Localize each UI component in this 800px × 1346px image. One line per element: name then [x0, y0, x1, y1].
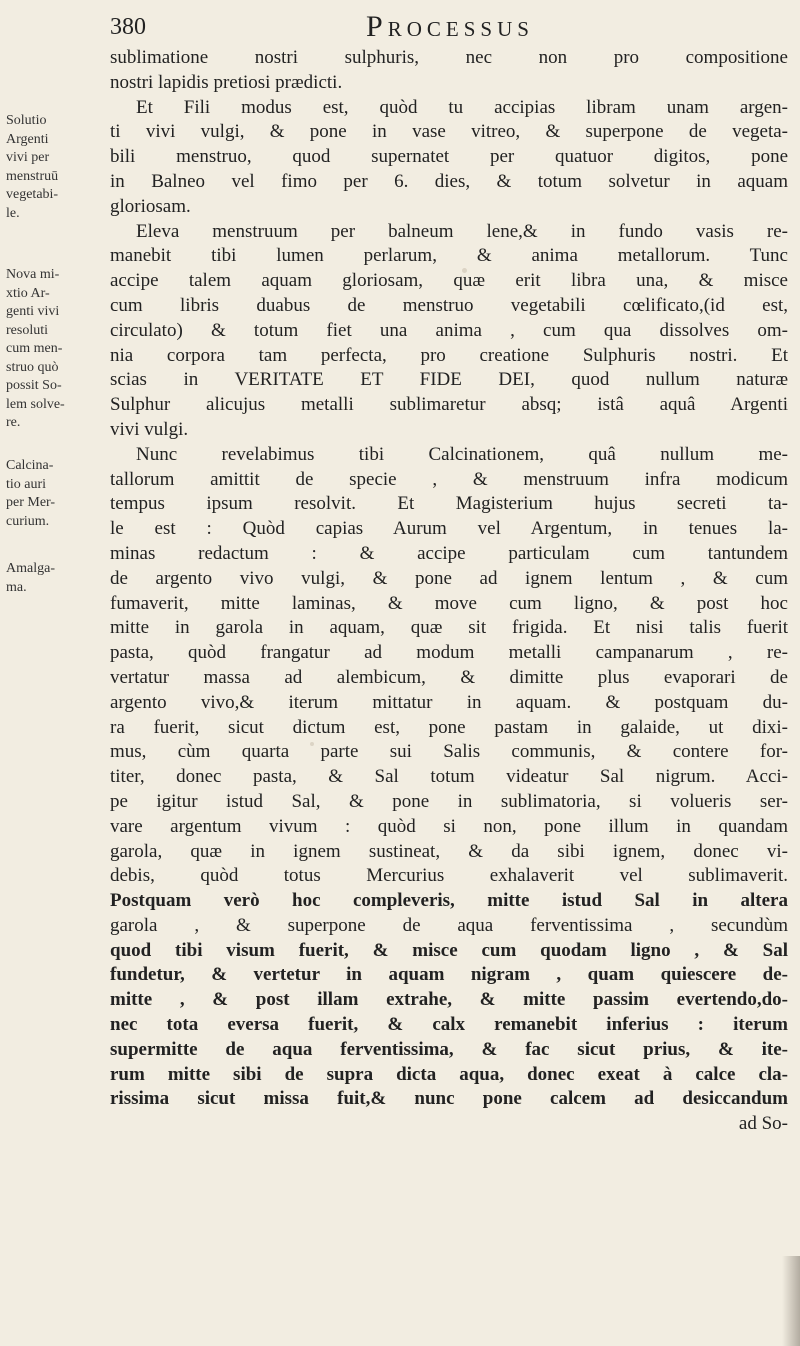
text-line: titer, donec pasta, & Sal totum videatur Sal nigrum. Acci- [110, 766, 788, 788]
running-head: Processus [366, 10, 534, 43]
text-line: gloriosam. [110, 195, 191, 217]
text-line: mitte , & post illam extrahe, & mitte passim evertendo,do- [110, 989, 788, 1011]
text-line: rissima sicut missa fuit,& nunc pone calcem ad desiccandum [110, 1088, 788, 1110]
text-line: quod tibi visum fuerit, & misce cum quodam ligno , & Sal [110, 939, 788, 961]
text-line: circulato) & totum fiet una anima , cum qua dissolves om- [110, 319, 788, 341]
catchword: ad So- [738, 1113, 788, 1135]
text-line: vertatur massa ad alembicum, & dimitte plus evaporari de [110, 666, 788, 688]
margin-note-line: vegetabi- [6, 187, 59, 202]
margin-note-nova-mixtio [6, 266, 110, 433]
margin-note-line: struo quò [6, 359, 59, 375]
text-line: garola , & superpone de aqua ferventissima , secundùm [110, 914, 788, 936]
text-line: cum libris duabus de menstruo vegetabili cœlificato,(id est, [110, 294, 788, 316]
margin-note-line: tio auri [6, 476, 47, 492]
text-line: sublimatione nostri sulphuris, nec non pro compositione [110, 47, 788, 68]
text-line: argento vivo,& iterum mittatur in aquam. & postquam du- [110, 691, 788, 713]
paper-spot [462, 268, 467, 273]
text-line: manebit tibi lumen perlarum, & anima metallorum. Tunc [110, 245, 788, 267]
text-line: debis, quòd totus Mercurius exhalaverit vel sublimaverit. [110, 865, 788, 887]
margin-note-line: Solutio [6, 113, 47, 128]
margin-note-line: vivi per [6, 150, 50, 165]
text-line: Postquam verò hoc compleveris, mitte istud Sal in altera [110, 890, 788, 912]
margin-note-solutio [6, 112, 110, 223]
text-line: Nunc revelabimus tibi Calcinationem, quâ nullum me- [136, 443, 788, 465]
text-line: nostri lapidis pretiosi prædicti. [110, 71, 343, 93]
text-line: mus, cùm quarta parte sui Salis communis, & contere for- [110, 741, 788, 763]
text-line: accipe talem aquam gloriosam, quæ erit libra una, & misce [110, 270, 788, 292]
page-edge-shadow [782, 1256, 800, 1346]
text-line: Sulphur alicujus metalli sublimaretur absq; istâ aquâ Argenti [110, 394, 788, 416]
text-line: Et Fili modus est, quòd tu accipias libram unam argen- [136, 96, 788, 118]
body-text [110, 46, 788, 1137]
text-line: pe igitur istud Sal, & pone in sublimatoria, si volueris ser- [110, 790, 788, 812]
text-line: vare argentum vivum : quòd si non, pone illum in quandam [110, 815, 788, 837]
text-line: in Balneo vel fimo per 6. dies, & totum solvetur in aquam [110, 170, 788, 192]
margin-note-line: ma. [6, 579, 27, 595]
page-number: 380 [110, 14, 146, 40]
margin-note-calcinatio [6, 457, 110, 531]
text-line: fundetur, & vertetur in aquam nigram , quam quiescere de- [110, 964, 788, 986]
text-line: garola, quæ in ignem sustineat, & da sibi ignem, donec vi- [110, 840, 788, 862]
text-line: ti vivi vulgi, & pone in vase vitreo, & superpone de vegeta- [110, 121, 788, 143]
text-line: tempus ipsum resolvit. Et Magisterium hujus secreti ta- [110, 493, 788, 515]
text-line: supermitte de aqua ferventissima, & fac sicut prius, & ite- [110, 1038, 788, 1060]
margin-note-line: lem solve- [6, 396, 65, 412]
margin-note-line: menstruū [6, 168, 59, 184]
text-line: scias in VERITATE ET FIDE DEI, quod nullum naturæ [110, 369, 788, 391]
margin-note-line: curium. [6, 513, 50, 529]
text-line: vivi vulgi. [110, 418, 189, 440]
margin-note-line: per Mer- [6, 495, 56, 510]
margin-note-line: Amalga- [6, 561, 55, 576]
text-line: fumaverit, mitte laminas, & move cum ligno, & post hoc [110, 592, 788, 614]
margin-note-line: re. [6, 415, 21, 430]
margin-note-line: resoluti [6, 322, 48, 338]
margin-note-amalgama [6, 560, 110, 597]
text-line: de argento vivo vulgi, & pone ad ignem lentum , & cum [110, 567, 788, 589]
margin-note-line: Argenti [6, 131, 49, 147]
text-line: bili menstruo, quod supernatet per quatuor digitos, pone [110, 146, 788, 168]
text-line: nec tota eversa fuerit, & calx remanebit inferius : iterum [110, 1014, 788, 1036]
paper-spot [310, 742, 314, 746]
text-line: tallorum amittit de specie , & menstruum infra modicum [110, 468, 788, 490]
margin-note-line: Calcina- [6, 458, 54, 473]
margin-note-line: genti vivi [6, 304, 60, 319]
text-line: minas redactum : & accipe particulam cum tantundem [110, 542, 788, 564]
margin-note-line: Nova mi- [6, 267, 60, 282]
margin-note-line: xtio Ar- [6, 285, 50, 301]
text-line: nia corpora tam perfecta, pro creatione Sulphuris nostri. Et [110, 344, 788, 366]
text-line: Eleva menstruum per balneum lene,& in fundo vasis re- [136, 220, 788, 242]
text-line: le est : Quòd capias Aurum vel Argentum, in tenues la- [110, 518, 788, 540]
margin-note-line: cum men- [6, 341, 63, 356]
margin-note-line: le. [6, 205, 20, 221]
text-line: rum mitte sibi de supra dicta aqua, donec exeat à calce cla- [110, 1063, 788, 1085]
margin-note-line: possit So- [6, 378, 62, 393]
text-line: pasta, quòd frangatur ad modum metalli campanarum , re- [110, 642, 788, 664]
text-line: ra fuerit, sicut dictum est, pone pastam in galaide, ut dixi- [110, 716, 788, 738]
text-line: mitte in garola in aquam, quæ sit frigida. Et nisi talis fuerit [110, 617, 788, 639]
